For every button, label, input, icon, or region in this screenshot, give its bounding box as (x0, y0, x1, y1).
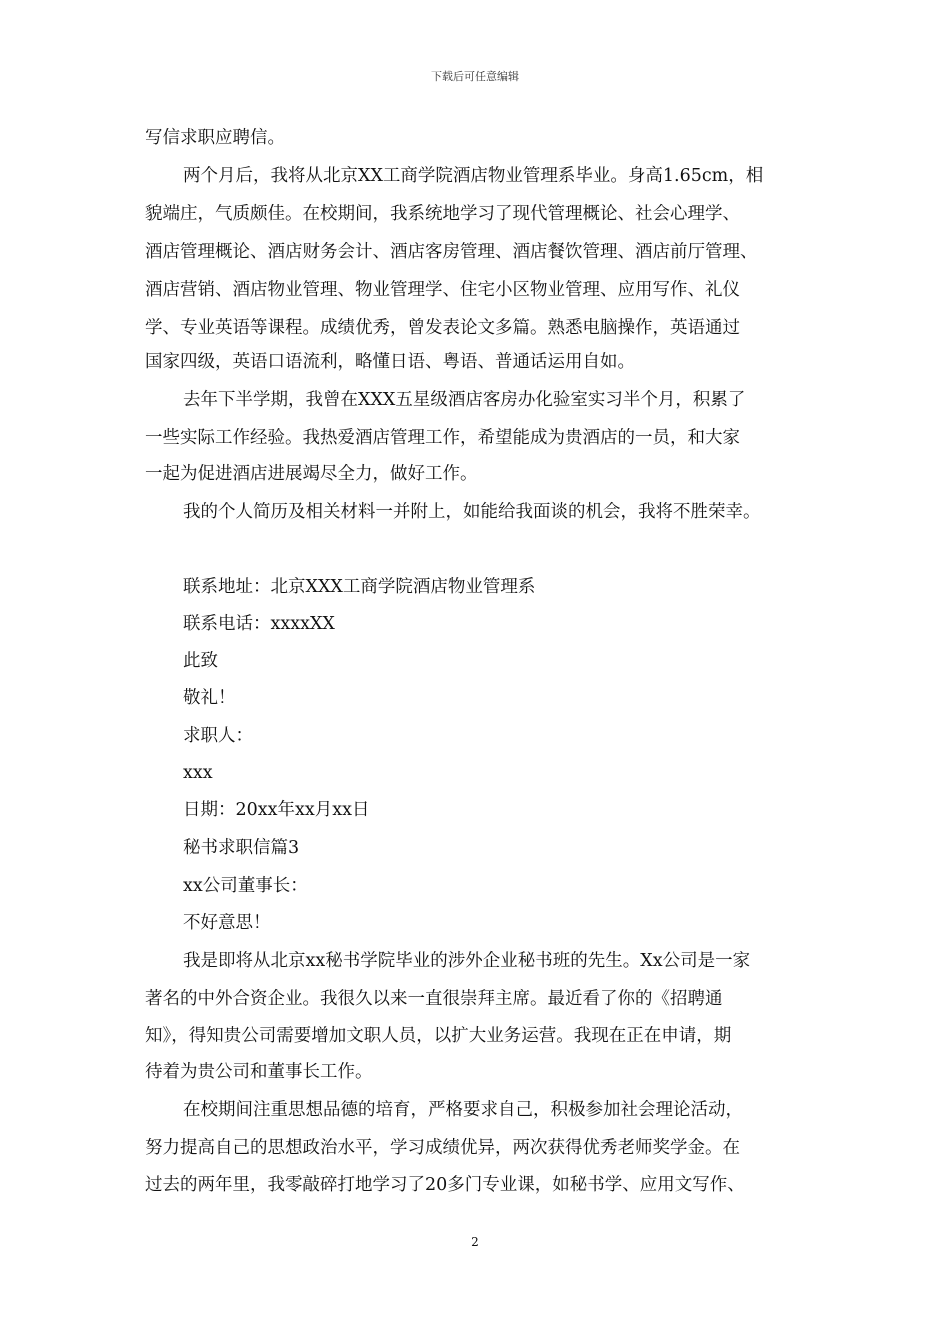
text-line: 努力提高自己的思想政治水平，学习成绩优异，两次获得优秀老师奖学金。在 (145, 1138, 740, 1158)
text-line: 貌端庄，气质颇佳。在校期间，我系统地学习了现代管理概论、社会心理学、 (145, 204, 740, 224)
text-line: 酒店管理概论、酒店财务会计、酒店客房管理、酒店餐饮管理、酒店前厅管理、 (145, 242, 758, 262)
page-number: 2 (471, 1235, 479, 1249)
text-line: 知》，得知贵公司需要增加文职人员，以扩大业务运营。我现在正在申请，期 (145, 1026, 732, 1046)
text-line: 两个月后，我将从北京XX工商学院酒店物业管理系毕业。身高1.65cm，相 (183, 166, 764, 186)
date-line: 日期：20xx年xx月xx日 (183, 800, 370, 820)
text-line: 一起为促进酒店进展竭尽全力，做好工作。 (145, 464, 478, 484)
contact-phone: 联系电话：xxxxXX (183, 614, 335, 634)
text-line: 过去的两年里，我零敲碎打地学习了20多门专业课，如秘书学、应用文写作、 (145, 1175, 745, 1195)
text-line: 待着为贵公司和董事长工作。 (145, 1062, 373, 1082)
applicant-name: xxx (183, 763, 213, 783)
page-header: 下载后可任意编辑 (431, 70, 519, 83)
text-line: 一些实际工作经验。我热爱酒店管理工作，希望能成为贵酒店的一员，和大家 (145, 428, 740, 448)
text-line: 学、专业英语等课程。成绩优秀，曾发表论文多篇。熟悉电脑操作，英语通过 (145, 318, 740, 338)
greeting: 不好意思！ (183, 913, 271, 933)
text-line: 在校期间注重思想品德的培育，严格要求自己，积极参加社会理论活动， (183, 1100, 743, 1120)
text-line: 去年下半学期，我曾在XXX五星级酒店客房办化验室实习半个月，积累了 (183, 390, 746, 410)
text-line: 国家四级，英语口语流利，略懂日语、粤语、普通话运用自如。 (145, 352, 635, 372)
text-line: 酒店营销、酒店物业管理、物业管理学、住宅小区物业管理、应用写作、礼仪 (145, 280, 740, 300)
text-line: 我是即将从北京xx秘书学院毕业的涉外企业秘书班的先生。Xx公司是一家 (183, 951, 751, 971)
contact-address: 联系地址：北京XXX工商学院酒店物业管理系 (183, 577, 536, 597)
closing-regards: 敬礼！ (183, 688, 236, 708)
addressee: xx公司董事长： (183, 876, 308, 896)
section-title: 秘书求职信篇3 (183, 838, 300, 858)
text-line: 著名的中外合资企业。我很久以来一直很崇拜主席。最近看了你的《招聘通 (145, 989, 723, 1009)
applicant-label: 求职人： (183, 726, 253, 746)
closing-salutation: 此致 (183, 651, 218, 671)
text-line: 写信求职应聘信。 (145, 128, 285, 148)
text-line: 我的个人简历及相关材料一并附上，如能给我面谈的机会，我将不胜荣幸。 (183, 502, 761, 522)
